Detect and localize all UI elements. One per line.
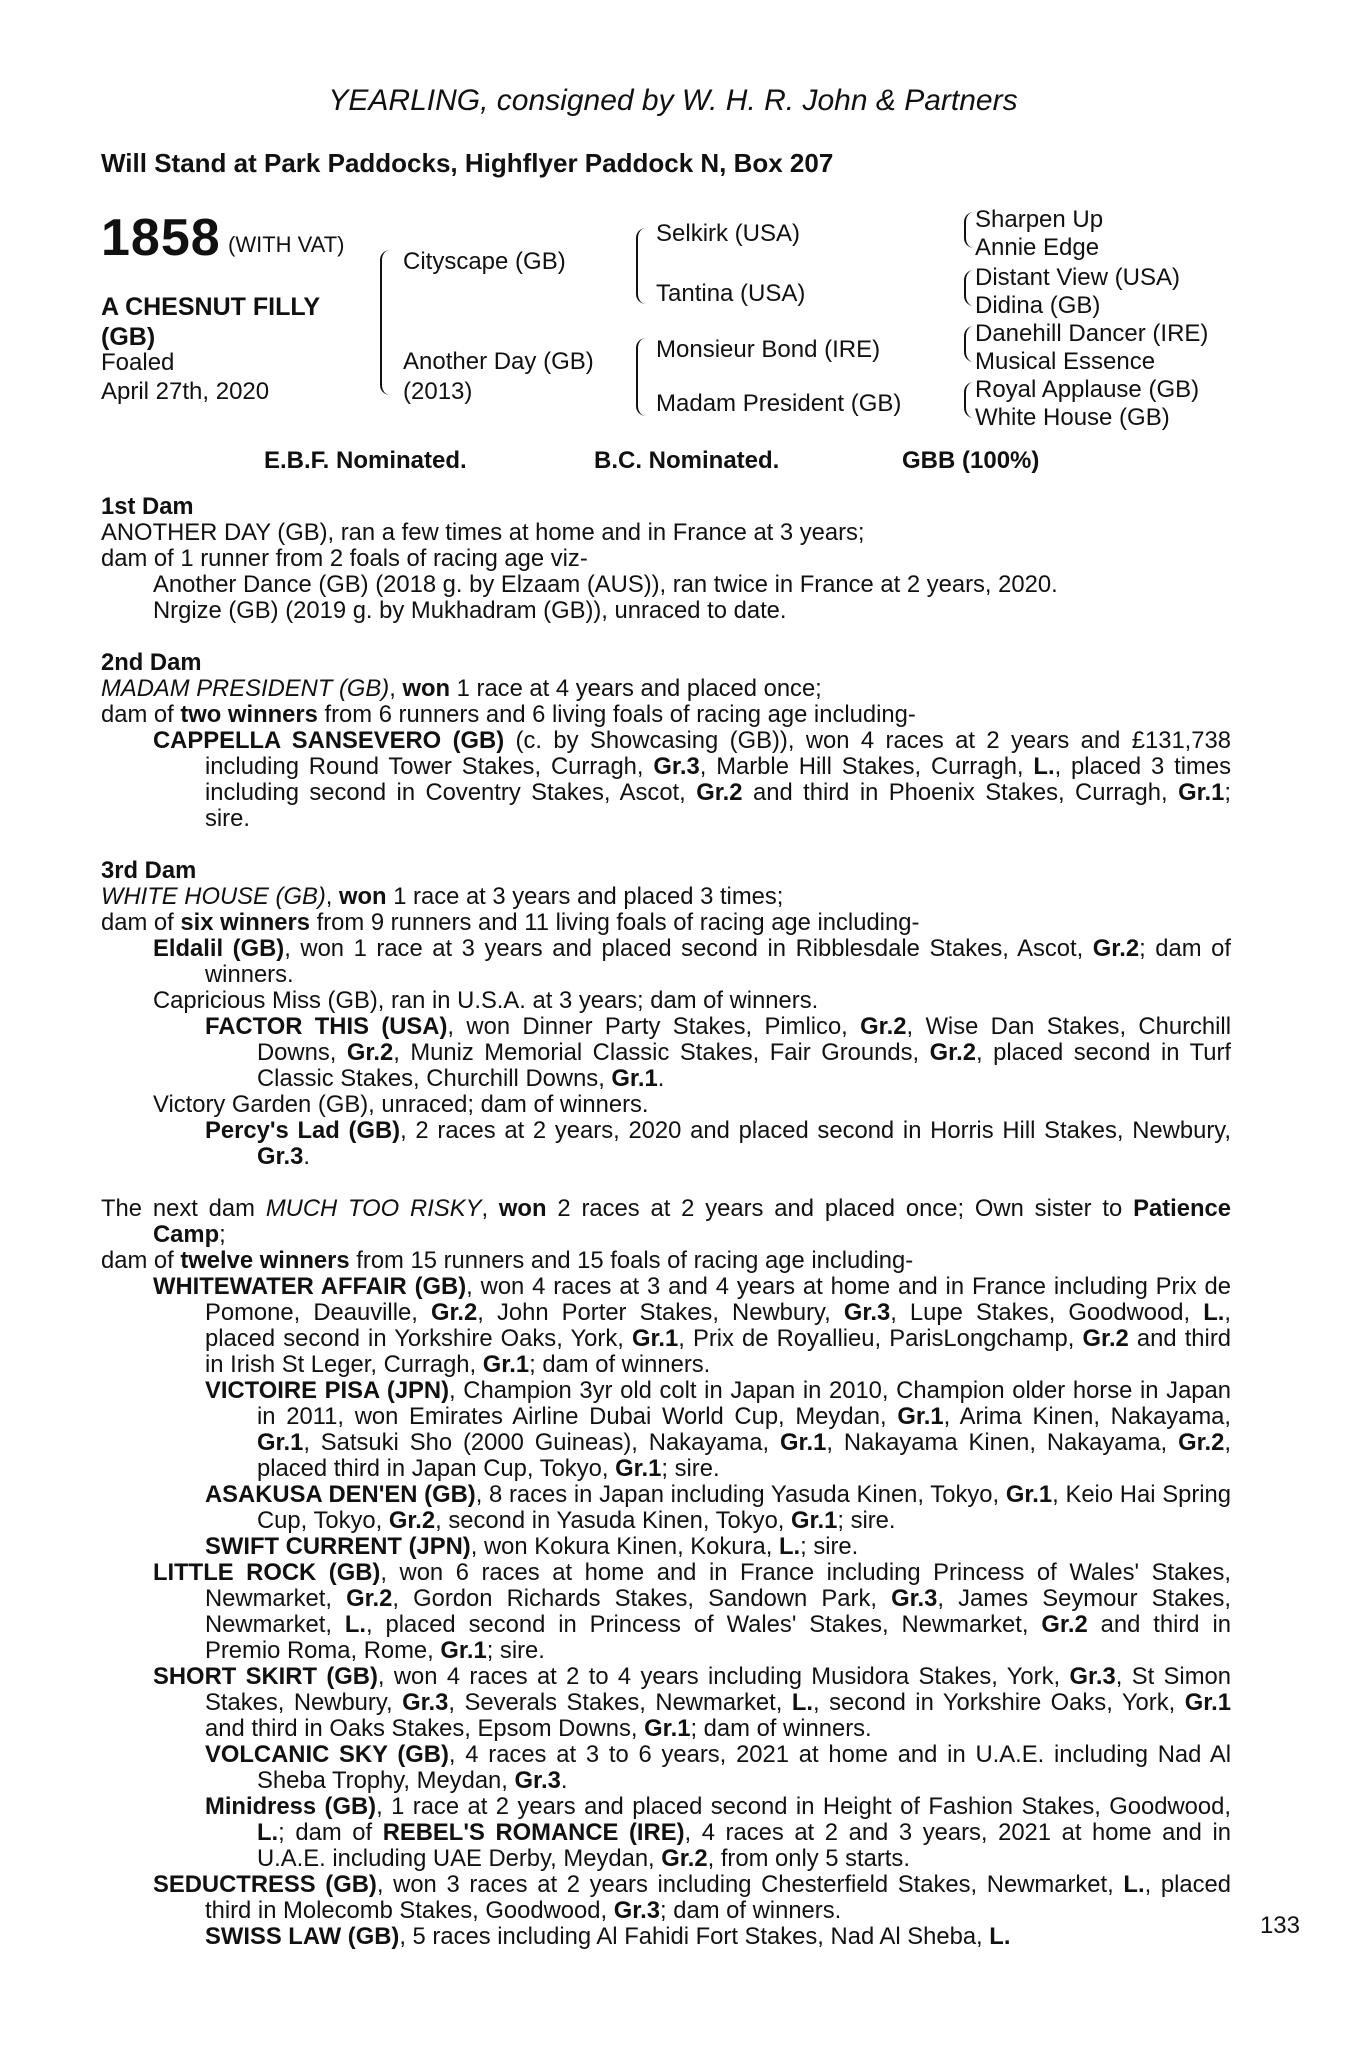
foaled-date: April 27th, 2020 — [101, 378, 270, 405]
ggs-8: White House (GB) — [975, 404, 1170, 431]
foaled-label: Foaled — [101, 349, 175, 376]
produce-item: FACTOR THIS (USA), won Dinner Party Stakes, Pimlico, Gr.2, Wise Dan Stakes, Churchill Downs, Gr.2, Muniz Memorial Classic Stakes, Fair Grounds, Gr.2, placed second in Turf Classic Stakes, Churchill Downs, Gr.1. — [205, 1013, 1231, 1092]
produce-item: Minidress (GB), 1 race at 2 years and placed second in Height of Fashion Stakes, Goodwood, L.; dam of REBEL'S ROMANCE (IRE), 4 races at 2 and 3 years, 2021 at home and in U.A.E. including UAE Derby, Meydan, Gr.2, from only 5 starts. — [205, 1793, 1231, 1872]
third-dam-heading: 3rd Dam — [101, 857, 197, 884]
gs3-brace — [964, 326, 974, 362]
lot-description: A CHESNUT FILLY (GB) — [101, 293, 320, 351]
ebf-nomination: E.B.F. Nominated. — [264, 447, 467, 474]
first-dam-heading: 1st Dam — [101, 493, 194, 520]
ggs-6: Musical Essence — [975, 348, 1156, 375]
produce-item: Victory Garden (GB), unraced; dam of winners. — [153, 1091, 649, 1118]
first-dam-line: ANOTHER DAY (GB), ran a few times at home and in France at 3 years; — [101, 519, 865, 546]
vat-note: (WITH VAT) — [228, 232, 345, 257]
produce-item: SHORT SKIRT (GB), won 4 races at 2 to 4 years including Musidora Stakes, York, Gr.3, St Simon Stakes, Newbury, Gr.3, Severals Stakes, Newmarket, L., second in Yorkshire Oaks, York, Gr.1 and third in Oaks Stakes, Epsom Downs, Gr.1; dam of winners. — [153, 1663, 1232, 1742]
produce-item: VOLCANIC SKY (GB), 4 races at 3 to 6 years, 2021 at home and in U.A.E. including Nad Al Sheba Trophy, Meydan, Gr.3. — [205, 1741, 1231, 1794]
produce-item: CAPPELLA SANSEVERO (GB) (c. by Showcasing (GB)), won 4 races at 2 years and £131,738 including Round Tower Stakes, Curragh, Gr.3, Marble Hill Stakes, Curragh, L., placed 3 times including second in Coventry Stakes, Ascot, Gr.2 and third in Phoenix Stakes, Curragh, Gr.1; sire. — [153, 727, 1231, 832]
dam-sire: Monsieur Bond (IRE) — [656, 336, 881, 363]
sire: Cityscape (GB) — [403, 248, 566, 275]
gs4-brace — [964, 382, 974, 418]
stand-location: Will Stand at Park Paddocks, Highflyer Paddock N, Box 207 — [101, 148, 834, 178]
bc-nomination: B.C. Nominated. — [594, 447, 780, 474]
page-number: 133 — [1259, 1912, 1300, 1939]
next-dam-produce-intro: dam of twelve winners from 15 runners and 15 foals of racing age including- — [101, 1247, 914, 1274]
ggs-3: Distant View (USA) — [975, 264, 1180, 291]
third-dam-line: WHITE HOUSE (GB), won 1 race at 3 years and placed 3 times; — [101, 883, 784, 910]
produce-item: Another Dance (GB) (2018 g. by Elzaam (AUS)), ran twice in France at 2 years, 2020. — [153, 571, 1058, 598]
first-dam-produce-intro: dam of 1 runner from 2 foals of racing age viz- — [101, 545, 588, 572]
produce-item: ASAKUSA DEN'EN (GB), 8 races in Japan including Yasuda Kinen, Tokyo, Gr.1, Keio Hai Spring Cup, Tokyo, Gr.2, second in Yasuda Kinen, Tokyo, Gr.1; sire. — [205, 1481, 1231, 1534]
consignment-title: YEARLING, consigned by W. H. R. John & Partners — [328, 84, 1018, 117]
produce-item: VICTOIRE PISA (JPN), Champion 3yr old colt in Japan in 2010, Champion older horse in Japan in 2011, won Emirates Airline Dubai World Cup, Meydan, Gr.1, Arima Kinen, Nakayama, Gr.1, Satsuki Sho (2000 Guineas), Nakayama, Gr.1, Nakayama Kinen, Nakayama, Gr.2, placed third in Japan Cup, Tokyo, Gr.1; sire. — [205, 1377, 1232, 1482]
second-dam-produce-intro: dam of two winners from 6 runners and 6 living foals of racing age including- — [101, 701, 916, 728]
catalogue-body — [101, 494, 1231, 1950]
dam: Another Day (GB) — [403, 348, 594, 375]
ggs-4: Didina (GB) — [975, 292, 1101, 319]
dam-dam: Madam President (GB) — [656, 390, 902, 417]
produce-item: SWIFT CURRENT (JPN), won Kokura Kinen, Kokura, L.; sire. — [205, 1533, 859, 1560]
second-dam-line: MADAM PRESIDENT (GB), won 1 race at 4 years and placed once; — [101, 675, 822, 702]
second-dam-heading: 2nd Dam — [101, 649, 202, 676]
pedigree-brace — [380, 250, 394, 395]
sire-dam: Tantina (USA) — [656, 280, 806, 307]
sire-brace — [636, 228, 648, 304]
gs2-brace — [964, 270, 974, 306]
sire-sire: Selkirk (USA) — [656, 220, 801, 247]
produce-item: Percy's Lad (GB), 2 races at 2 years, 2020 and placed second in Horris Hill Stakes, Newbury, Gr.3. — [205, 1117, 1231, 1170]
produce-item: Eldalil (GB), won 1 race at 3 years and placed second in Ribblesdale Stakes, Ascot, Gr.2; dam of winners. — [153, 935, 1231, 988]
dam-brace — [636, 338, 648, 416]
ggs-5: Danehill Dancer (IRE) — [975, 320, 1209, 347]
produce-item: SEDUCTRESS (GB), won 3 races at 2 years including Chesterfield Stakes, Newmarket, L., placed third in Molecomb Stakes, Goodwood, Gr.3; dam of winners. — [153, 1871, 1231, 1924]
produce-item: LITTLE ROCK (GB), won 6 races at home and in France including Princess of Wales' Stakes, Newmarket, Gr.2, Gordon Richards Stakes, Sandown Park, Gr.3, James Seymour Stakes, Newmarket, L., placed second in Princess of Wales' Stakes, Newmarket, Gr.2 and third in Premio Roma, Rome, Gr.1; sire. — [153, 1559, 1231, 1664]
third-dam-produce-intro: dam of six winners from 9 runners and 11 living foals of racing age including- — [101, 909, 920, 936]
produce-item: WHITEWATER AFFAIR (GB), won 4 races at 3 and 4 years at home and in France including Prix de Pomone, Deauville, Gr.2, John Porter Stakes, Newbury, Gr.3, Lupe Stakes, Goodwood, L., placed second in Yorkshire Oaks, York, Gr.1, Prix de Royallieu, ParisLongchamp, Gr.2 and third in Irish St Leger, Curragh, Gr.1; dam of winners. — [153, 1273, 1232, 1378]
produce-item: SWISS LAW (GB), 5 races including Al Fahidi Fort Stakes, Nad Al Sheba, L. — [205, 1923, 1011, 1950]
ggs-1: Sharpen Up — [975, 206, 1104, 233]
foaled-info — [101, 348, 269, 406]
next-dam-line: The next dam MUCH TOO RISKY, won 2 races at 2 years and placed once; Own sister to Patience Camp; — [101, 1195, 1231, 1248]
gs1-brace — [964, 212, 974, 248]
dam-year: (2013) — [403, 378, 473, 405]
produce-item: Capricious Miss (GB), ran in U.S.A. at 3 years; dam of winners. — [153, 987, 819, 1014]
ggs-7: Royal Applause (GB) — [975, 376, 1200, 403]
ggs-2: Annie Edge — [975, 234, 1100, 261]
gbb-note: GBB (100%) — [902, 447, 1040, 474]
lot-number: 1858 — [101, 209, 221, 267]
produce-item: Nrgize (GB) (2019 g. by Mukhadram (GB)), unraced to date. — [153, 597, 787, 624]
